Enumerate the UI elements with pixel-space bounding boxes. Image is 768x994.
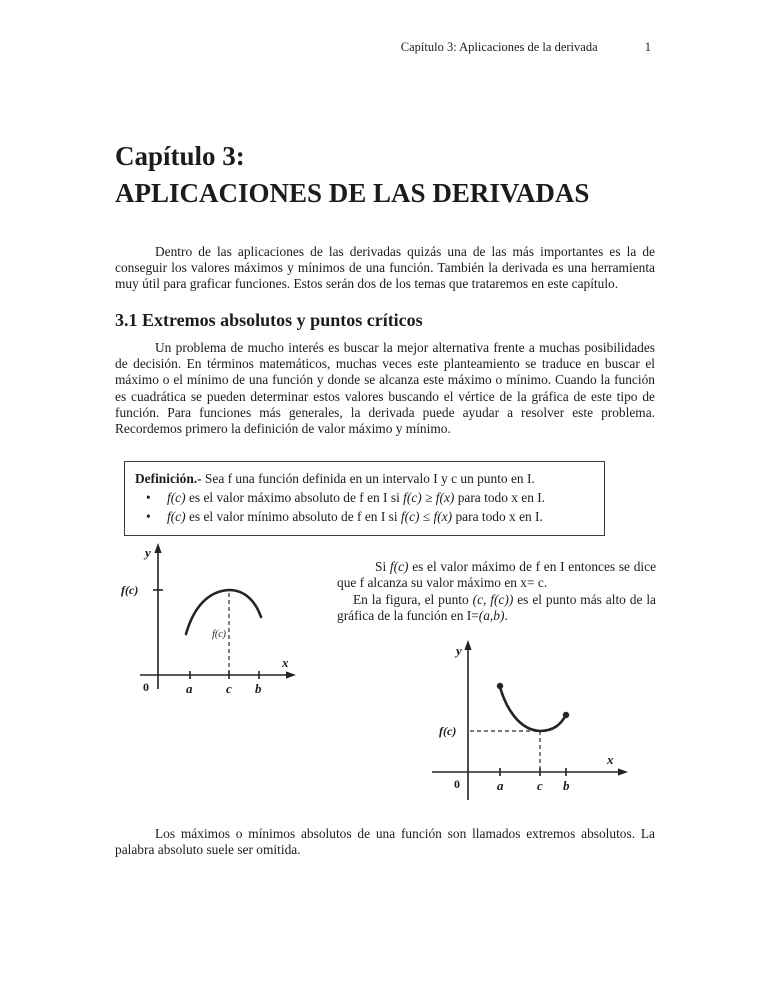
definition-label: Definición.- <box>135 471 202 486</box>
text-run: Si <box>375 559 390 574</box>
bullet-text: es el valor máximo absoluto de f en I si <box>185 490 404 505</box>
explanation-paragraph-1 <box>337 559 656 592</box>
text-run: es el valor máximo de f en I entonces se dice que f alcanza su valor máximo en x= c. <box>337 559 657 591</box>
definition-box <box>124 461 605 536</box>
y-axis-arrow-icon <box>154 543 161 553</box>
fig1-y-axis-label: y <box>145 545 151 560</box>
bullet-icon: • <box>146 509 151 524</box>
definition-bullet-min <box>135 507 592 526</box>
math-expression: f(c) <box>167 490 186 505</box>
math-expression: f(c) <box>389 559 409 574</box>
text-run: es el punto más alto de la gráfica de la función en I= <box>337 591 657 624</box>
running-head: Capítulo 3: Aplicaciones de la derivada <box>400 40 598 54</box>
endpoint-dot-left <box>497 683 503 689</box>
intro-paragraph: Dentro de las aplicaciones de las derivadas quizás una de las más importantes es la de conseguir los valores máximos y mínimos de una función. También la derivada es una herramienta muy útil para graficar funciones. Estos serán dos de los temas que trataremos en este capítulo. <box>115 244 655 292</box>
math-expression: (a,b) <box>478 608 505 624</box>
bullet-icon: • <box>146 490 151 505</box>
fig1-fc-axis-label: f(c) <box>121 583 139 597</box>
math-expression: f(c) ≥ f(x) <box>403 490 455 505</box>
fig1-origin-label: 0 <box>143 680 149 694</box>
bullet-text: para todo x en I. <box>454 490 546 505</box>
definition-bullet-min-text <box>167 507 592 526</box>
definition-bullet-max <box>135 488 592 507</box>
figure-explanation <box>337 559 656 625</box>
fig1-b-label: b <box>255 681 262 696</box>
math-expression: f(c) ≤ f(x) <box>400 509 453 524</box>
text-run: En la figura, el punto <box>353 591 473 607</box>
math-expression: f(c) <box>167 509 186 524</box>
explanation-paragraph-2 <box>337 592 656 625</box>
fig1-c-label: c <box>226 681 232 696</box>
fig2-fc-axis-label: f(c) <box>439 724 457 738</box>
closing-paragraph: Los máximos o mínimos absolutos de una función son llamados extremos absolutos. La palabra absoluto suele ser omitida. <box>115 826 655 858</box>
chapter-title-line1: Capítulo 3: <box>115 141 245 171</box>
text-run: . <box>504 608 508 624</box>
definition-bullet-max-text <box>167 488 592 507</box>
fig2-y-axis-label: y <box>456 643 462 658</box>
fig2-a-label: a <box>497 778 504 793</box>
figure-maximum-graph <box>95 540 305 700</box>
math-expression: (c, f(c)) <box>472 591 514 607</box>
bullet-text: para todo x en I. <box>452 509 543 524</box>
section-heading: 3.1 Extremos absolutos y puntos críticos <box>115 310 423 330</box>
fig2-b-label: b <box>563 778 570 793</box>
definition-intro-text: Sea f una función definida en un intervalo I y c un punto en I. <box>201 471 535 486</box>
fig1-x-axis-label: x <box>282 655 289 670</box>
fig2-origin-label: 0 <box>454 777 460 791</box>
function-curve <box>500 687 566 731</box>
fig1-a-label: a <box>186 681 193 696</box>
x-axis-arrow-icon <box>618 768 628 775</box>
page-number: 1 <box>644 40 651 54</box>
figure-minimum-graph <box>425 638 645 813</box>
endpoint-dot-right <box>563 712 569 718</box>
chapter-title-line2: APLICACIONES DE LAS DERIVADAS <box>115 178 590 208</box>
page-header <box>0 40 651 55</box>
bullet-text: es el valor mínimo absoluto de f en I si <box>185 509 401 524</box>
chapter-title <box>115 138 589 212</box>
fig2-x-axis-label: x <box>607 752 614 767</box>
y-axis-arrow-icon <box>464 640 471 650</box>
fig1-fc-curve-label: f(c) <box>212 629 226 640</box>
section-paragraph: Un problema de mucho interés es buscar la mejor alternativa frente a muchas posibilidades de decisión. En términos matemáticos, muchas veces este planteamiento se traduce en buscar el máximo o el mínimo de una función y donde se alcanza este máximo o mínimo. Cuando la función es cuadrática se pueden determinar estos valores buscando el vértice de la gráfica de este tipo de función. Para funciones más generales, la derivada puede ayudar a resolver este problema. Recordemos primero la definición de valor máximo y mínimo. <box>115 340 655 437</box>
fig2-c-label: c <box>537 778 543 793</box>
definition-intro <box>135 469 592 488</box>
x-axis-arrow-icon <box>286 671 296 678</box>
function-curve <box>186 590 261 634</box>
